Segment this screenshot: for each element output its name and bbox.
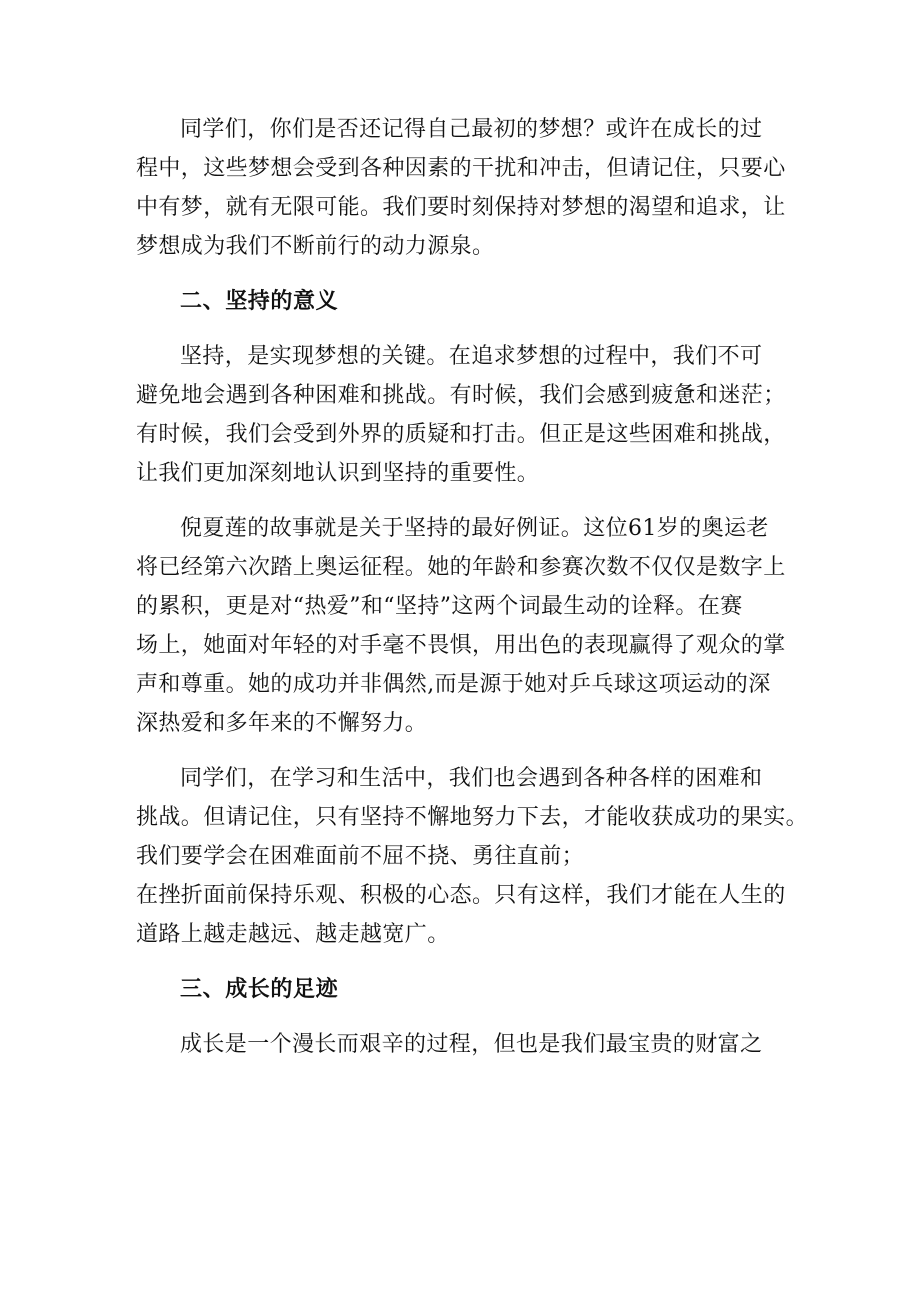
- text-line: 深热爱和多年来的不懈努力。: [136, 711, 428, 736]
- text-line: 同学们，你们是否还记得自己最初的梦想？或许在成长的过: [180, 117, 763, 142]
- text-line: 挑战。但请记住，只有坚持不懈地努力下去，才能收获成功的果实。: [136, 805, 809, 830]
- text-line: 坚持，是实现梦想的关键。在追求梦想的过程中，我们不可: [180, 344, 763, 369]
- text-line: 我们要学会在困难面前不屈不挠、勇往直前；: [136, 844, 585, 869]
- text-line: 场上，她面对年轻的对手毫不畏惧，用出色的表现赢得了观众的掌: [136, 633, 786, 658]
- text-line: 同学们，在学习和生活中，我们也会遇到各种各样的困难和: [180, 766, 763, 791]
- text-line: 程中，这些梦想会受到各种因素的干扰和冲击，但请记住，只要心: [136, 156, 786, 181]
- paragraph-students-challenges: [136, 759, 809, 954]
- text-line: 梦想成为我们不断前行的动力源泉。: [136, 234, 495, 259]
- text-line: 声和尊重。她的成功并非偶然,而是源于她对乒乓球这项运动的深: [136, 672, 771, 697]
- text-line: 的累积，更是对“热爱”和“坚持”这两个词最生动的诠释。在赛: [136, 594, 743, 619]
- section-heading-persistence: 二、坚持的意义: [180, 289, 339, 314]
- paragraph-ni-xialian: [136, 509, 792, 743]
- text-line: 道路上越走越远、越走越宽广。: [136, 922, 450, 947]
- document-page: [136, 110, 809, 1064]
- text-line: 避免地会遇到各种困难和挑战。有时候，我们会感到疲惫和迷茫；: [136, 383, 786, 408]
- paragraph-persistence: [136, 337, 792, 493]
- text-line: 将已经第六次踏上奥运征程。她的年龄和参赛次数不仅仅是数字上: [136, 555, 786, 580]
- text-line: 倪夏莲的故事就是关于坚持的最好例证。这位61岁的奥运老: [180, 516, 769, 541]
- section-heading-growth: 三、成长的足迹: [180, 977, 339, 1002]
- text-line: 让我们更加深刻地认识到坚持的重要性。: [136, 461, 540, 486]
- paragraph-growth: [136, 1025, 792, 1064]
- text-line: 中有梦，就有无限可能。我们要时刻保持对梦想的渴望和追求，让: [136, 195, 786, 220]
- text-line: 在挫折面前保持乐观、积极的心态。只有这样，我们才能在人生的: [136, 883, 786, 908]
- text-line: 有时候，我们会受到外界的质疑和打击。但正是这些困难和挑战，: [136, 422, 786, 447]
- paragraph-dreams: [136, 110, 792, 266]
- text-line: 成长是一个漫长而艰辛的过程，但也是我们最宝贵的财富之: [180, 1032, 763, 1057]
